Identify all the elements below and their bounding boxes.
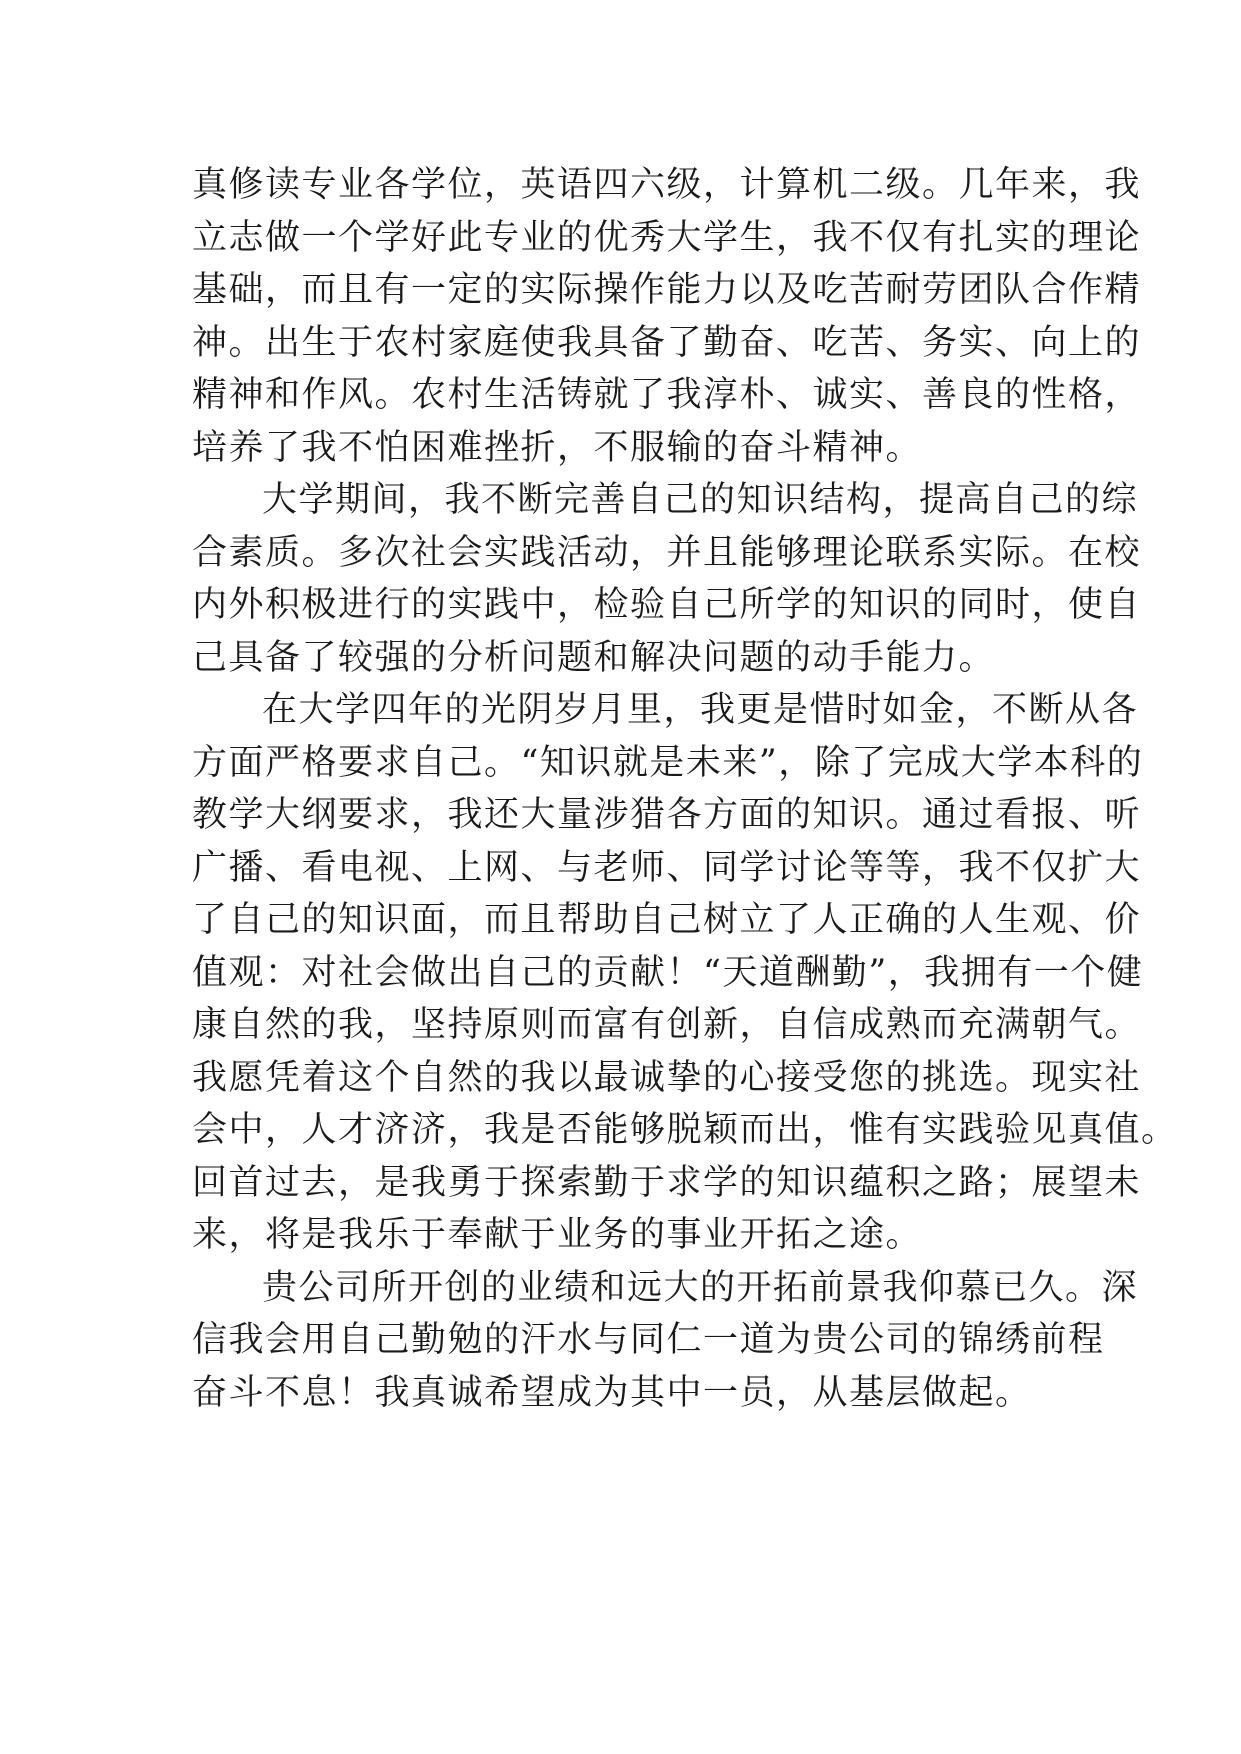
text-line: 大学期间，我不断完善自己的知识结构，提高自己的综 [262,480,1139,520]
text-line: 值观：对社会做出自己的贡献！“天道酬勤”，我拥有一个健 [192,952,1144,993]
text-line: 合素质。多次社会实践活动，并且能够理论联系实际。在校 [192,532,1142,573]
text-line: 会中，人才济济，我是否能够脱颖而出，惟有实践验见真值。 [192,1110,1178,1150]
text-line: 精神和作风。农村生活铸就了我淳朴、诚实、善良的性格， [192,375,1142,415]
text-line: 来，将是我乐于奉献于业务的事业开拓之途。 [192,1215,923,1255]
text-line: 我愿凭着这个自然的我以最诚挚的心接受您的挑选。现实社 [192,1057,1142,1098]
text-line: 内外积极进行的实践中，检验自己所学的知识的同时，使自 [192,585,1142,625]
text-line: 广播、看电视、上网、与老师、同学讨论等等，我不仅扩大 [192,847,1142,888]
text-line: 了自己的知识面，而且帮助自己树立了人正确的人生观、价 [192,900,1142,940]
text-line: 奋斗不息！我真诚希望成为其中一员，从基层做起。 [192,1372,1032,1413]
text-line: 教学大纲要求，我还大量涉猎各方面的知识。通过看报、听 [192,795,1142,835]
text-line: 基础，而且有一定的实际操作能力以及吃苦耐劳团队合作精 [192,270,1142,310]
text-line: 神。出生于农村家庭使我具备了勤奋、吃苦、务实、向上的 [192,322,1142,363]
paragraph-2 [192,474,1142,684]
paragraph-4 [192,1262,1139,1420]
text-line: 己具备了较强的分析问题和解决问题的动手能力。 [192,637,996,678]
body-text [192,159,1178,1419]
text-line: 立志做一个学好此专业的优秀大学生，我不仅有扎实的理论 [192,217,1142,258]
text-line: 回首过去，是我勇于探索勤于求学的知识蕴积之路；展望未 [192,1162,1142,1203]
text-line: 信我会用自己勤勉的汗水与同仁一道为贵公司的锦绣前程 [192,1320,1105,1360]
text-line: 真修读专业各学位，英语四六级，计算机二级。几年来，我 [192,165,1142,205]
paragraph-3 [192,684,1178,1262]
text-line: 方面严格要求自己。“知识就是未来”，除了完成大学本科的 [192,742,1144,783]
paragraph-1 [192,159,1142,474]
text-line: 在大学四年的光阴岁月里，我更是惜时如金，不断从各 [262,690,1139,730]
text-line: 培养了我不怕困难挫折，不服输的奋斗精神。 [192,427,923,468]
text-line: 康自然的我，坚持原则而富有创新，自信成熟而充满朝气。 [192,1005,1142,1045]
text-line: 贵公司所开创的业绩和远大的开拓前景我仰慕已久。深 [262,1267,1139,1308]
